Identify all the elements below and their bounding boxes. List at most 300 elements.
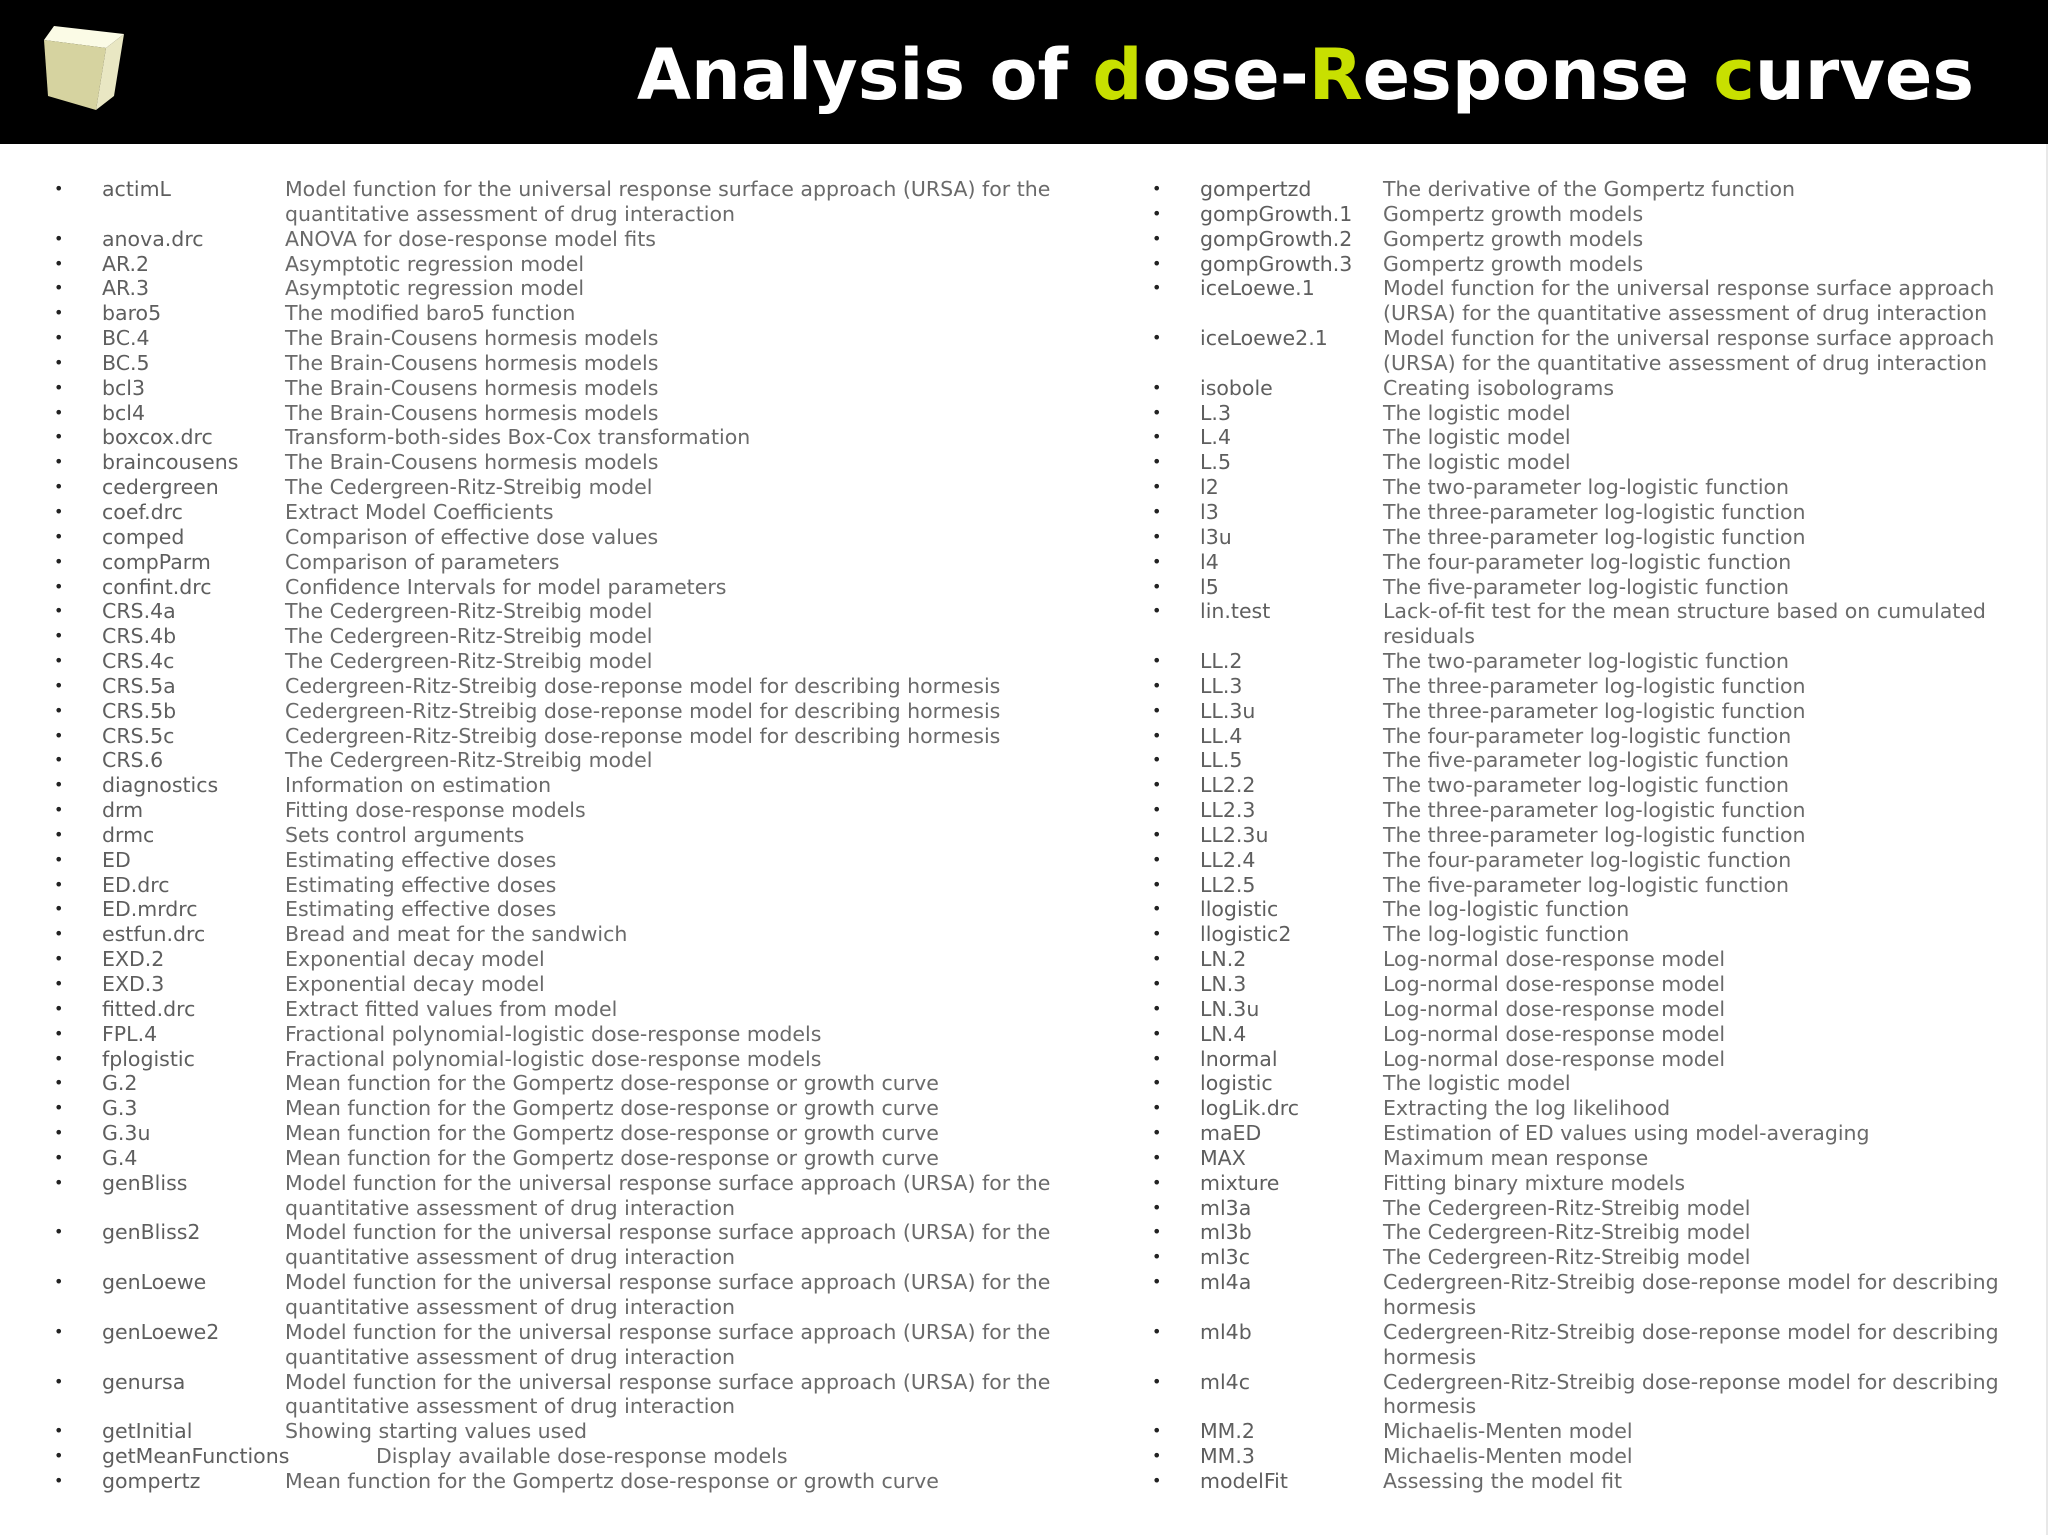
function-name: l3 [1200, 499, 1219, 524]
function-description: Model function for the universal response surface approach (URSA) for the quantitative assessment of drug interaction [1383, 326, 1995, 375]
function-name: fplogistic [102, 1046, 195, 1071]
bullet-icon: • [1152, 576, 1162, 596]
list-item [54, 475, 1094, 500]
function-name: gompGrowth.1 [1200, 201, 1353, 226]
function-name: LL2.5 [1200, 872, 1256, 897]
bullet-icon: • [54, 501, 64, 521]
function-name: gompertz [102, 1468, 201, 1493]
list-item [1152, 252, 2022, 277]
function-description: Creating isobolograms [1383, 375, 1615, 400]
list-item [1152, 1370, 2022, 1420]
list-item [1152, 276, 2022, 326]
function-description: Fractional polynomial-logistic dose-response models [285, 1046, 822, 1071]
list-item [1152, 450, 2022, 475]
bullet-icon: • [54, 303, 64, 323]
function-name: LL.2 [1200, 649, 1243, 674]
function-description: The Brain-Cousens hormesis models [285, 375, 659, 400]
list-item [54, 177, 1094, 227]
list-item [54, 922, 1094, 947]
function-description: Log-normal dose-response model [1383, 947, 1726, 972]
function-name: genLoewe [102, 1270, 207, 1295]
list-item [54, 1071, 1094, 1096]
bullet-icon: • [1152, 800, 1162, 820]
list-item [54, 500, 1094, 525]
bullet-icon: • [1152, 824, 1162, 844]
function-description: The Brain-Cousens hormesis models [285, 326, 659, 351]
bullet-icon: • [54, 1023, 64, 1043]
bullet-icon: • [1152, 203, 1162, 223]
list-item [54, 649, 1094, 674]
function-name: ml3a [1200, 1195, 1252, 1220]
bullet-icon: • [1152, 700, 1162, 720]
bullet-icon: • [1152, 1371, 1162, 1391]
function-name: modelFit [1200, 1468, 1288, 1493]
list-item [54, 401, 1094, 426]
bullet-icon: • [1152, 427, 1162, 447]
bullet-icon: • [54, 402, 64, 422]
function-description: Model function for the universal response surface approach (URSA) for the quantitative assessment of drug interaction [1383, 276, 1995, 326]
bullet-icon: • [54, 278, 64, 298]
function-name: lin.test [1200, 599, 1271, 624]
function-description: The Brain-Cousens hormesis models [285, 400, 659, 425]
list-item [54, 227, 1094, 252]
function-list-right [1152, 177, 2022, 1494]
function-description: The four-parameter log-logistic function [1383, 847, 1792, 872]
function-name: getInitial [102, 1419, 193, 1444]
function-name: genLoewe2 [102, 1319, 220, 1344]
function-description: The three-parameter log-logistic function [1383, 698, 1806, 723]
bullet-icon: • [54, 452, 64, 472]
bullet-icon: • [54, 427, 64, 447]
list-item [1152, 748, 2022, 773]
bullet-icon: • [1152, 477, 1162, 497]
bullet-icon: • [1152, 1321, 1162, 1341]
function-description: Log-normal dose-response model [1383, 1021, 1726, 1046]
bullet-icon: • [54, 1321, 64, 1341]
function-name: fitted.drc [102, 996, 196, 1021]
function-description: The Cedergreen-Ritz-Streibig model [285, 748, 653, 773]
list-item [1152, 550, 2022, 575]
function-description: The logistic model [1383, 400, 1571, 425]
list-item [54, 575, 1094, 600]
function-description: The logistic model [1383, 1071, 1571, 1096]
function-name: CRS.4b [102, 624, 177, 649]
bullet-icon: • [1152, 924, 1162, 944]
function-description: Maximum mean response [1383, 1145, 1649, 1170]
bullet-icon: • [54, 775, 64, 795]
function-description: The Cedergreen-Ritz-Streibig model [285, 475, 653, 500]
bullet-icon: • [1152, 1222, 1162, 1242]
function-name: FPL.4 [102, 1021, 158, 1046]
function-name: actimL [102, 177, 171, 201]
bullet-icon: • [54, 352, 64, 372]
list-item [1152, 326, 2022, 376]
function-description: Exponential decay model [285, 972, 545, 996]
bullet-icon: • [1152, 601, 1162, 621]
function-description: Model function for the universal response surface approach (URSA) for the quantitative assessment of drug interaction [285, 1220, 1051, 1270]
list-item [1152, 1270, 2022, 1320]
list-item [1152, 1146, 2022, 1171]
bullet-icon: • [54, 998, 64, 1018]
function-description: Model function for the universal response surface approach (URSA) for the quantitative assessment of drug interaction [285, 1319, 1051, 1369]
list-item [54, 550, 1094, 575]
bullet-icon: • [1152, 750, 1162, 770]
list-item [54, 997, 1094, 1022]
list-item [54, 525, 1094, 550]
function-name: ml4c [1200, 1369, 1250, 1394]
bullet-icon: • [54, 526, 64, 546]
list-item [54, 699, 1094, 724]
function-name: logLik.drc [1200, 1096, 1300, 1121]
function-description: The five-parameter log-logistic function [1383, 574, 1789, 599]
list-item [1152, 1171, 2022, 1196]
function-name: maED [1200, 1121, 1262, 1146]
bullet-icon: • [1152, 651, 1162, 671]
list-item [54, 1146, 1094, 1171]
function-description: The Cedergreen-Ritz-Streibig model [1383, 1245, 1751, 1270]
function-description: Cedergreen-Ritz-Streibig dose-reponse model for describing hormesis [285, 723, 1001, 748]
bullet-icon: • [54, 1123, 64, 1143]
list-item [54, 1469, 1094, 1494]
function-description: The Brain-Cousens hormesis models [285, 450, 659, 475]
bullet-icon: • [54, 899, 64, 919]
function-description: Information on estimation [285, 773, 552, 798]
list-item [54, 1320, 1094, 1370]
function-description: Model function for the universal response surface approach (URSA) for the quantitative assessment of drug interaction [285, 1270, 1051, 1319]
function-name: ml4b [1200, 1319, 1252, 1344]
bullet-icon: • [54, 924, 64, 944]
bullet-icon: • [1152, 1073, 1162, 1093]
bullet-icon: • [54, 1371, 64, 1391]
bullet-icon: • [54, 700, 64, 720]
list-item [1152, 177, 2022, 202]
bullet-icon: • [1152, 377, 1162, 397]
bullet-icon: • [54, 1172, 64, 1192]
title-bar [0, 0, 2048, 144]
list-item [1152, 202, 2022, 227]
function-description: Cedergreen-Ritz-Streibig dose-reponse model for describing hormesis [285, 673, 1001, 698]
function-name: EXD.2 [102, 947, 165, 972]
list-item [1152, 500, 2022, 525]
bullet-icon: • [1152, 1272, 1162, 1292]
function-description: The three-parameter log-logistic function [1383, 798, 1806, 823]
bullet-icon: • [54, 601, 64, 621]
function-name: LL.4 [1200, 723, 1243, 748]
function-name: boxcox.drc [102, 425, 213, 450]
function-description: The Cedergreen-Ritz-Streibig model [1383, 1195, 1751, 1220]
function-name: l3u [1200, 524, 1232, 549]
bullet-icon: • [1152, 1421, 1162, 1441]
function-description: Model function for the universal response surface approach (URSA) for the quantitative assessment of drug interaction [285, 1170, 1051, 1220]
function-name: LN.3 [1200, 972, 1247, 996]
bullet-icon: • [54, 576, 64, 596]
list-item [1152, 599, 2022, 649]
function-description: The log-logistic function [1383, 922, 1630, 947]
function-description: Fractional polynomial-logistic dose-response models [285, 1021, 822, 1046]
function-name: diagnostics [102, 773, 219, 798]
function-name: MM.3 [1200, 1444, 1255, 1469]
function-name: G.2 [102, 1071, 138, 1096]
list-item [1152, 1022, 2022, 1047]
list-item [54, 252, 1094, 277]
list-item [1152, 525, 2022, 550]
bullet-icon: • [1152, 526, 1162, 546]
function-name: ml3c [1200, 1245, 1250, 1270]
function-description: The five-parameter log-logistic function [1383, 872, 1789, 897]
function-name: L.4 [1200, 425, 1231, 450]
function-description: The two-parameter log-logistic function [1383, 475, 1790, 500]
function-description: Display available dose-response models [376, 1444, 788, 1469]
function-name: AR.2 [102, 251, 150, 276]
function-description: Mean function for the Gompertz dose-response or growth curve [285, 1468, 939, 1493]
function-description: The derivative of the Gompertz function [1383, 177, 1796, 201]
list-item [1152, 1196, 2022, 1221]
list-item [54, 1444, 1094, 1469]
function-name: BC.5 [102, 350, 150, 375]
function-name: bcl4 [102, 400, 146, 425]
function-description: Gompertz growth models [1383, 226, 1644, 251]
function-description: Extracting the log likelihood [1383, 1096, 1671, 1121]
bullet-icon: • [1152, 675, 1162, 695]
bullet-icon: • [54, 626, 64, 646]
list-item [54, 1419, 1094, 1444]
bullet-icon: • [1152, 551, 1162, 571]
function-name: comped [102, 524, 185, 549]
function-description: The log-logistic function [1383, 897, 1630, 922]
list-item [54, 351, 1094, 376]
function-name: isobole [1200, 375, 1273, 400]
function-description: The two-parameter log-logistic function [1383, 773, 1790, 798]
list-item [1152, 1469, 2022, 1494]
list-item [54, 326, 1094, 351]
list-item [54, 624, 1094, 649]
function-name: cedergreen [102, 475, 219, 500]
function-name: anova.drc [102, 226, 204, 251]
list-item [1152, 798, 2022, 823]
list-item [54, 897, 1094, 922]
bullet-icon: • [54, 750, 64, 770]
bullet-icon: • [54, 1222, 64, 1242]
list-item [54, 1220, 1094, 1270]
list-item [1152, 897, 2022, 922]
bullet-icon: • [1152, 179, 1162, 198]
bullet-icon: • [54, 1421, 64, 1441]
function-description: Assessing the model fit [1383, 1468, 1623, 1493]
bullet-icon: • [1152, 278, 1162, 298]
function-name: AR.3 [102, 276, 150, 301]
list-item [54, 748, 1094, 773]
bullet-icon: • [1152, 402, 1162, 422]
list-item [1152, 1444, 2022, 1469]
function-description: The logistic model [1383, 450, 1571, 475]
list-item [54, 276, 1094, 301]
bullet-icon: • [54, 228, 64, 248]
function-description: ANOVA for dose-response model fits [285, 226, 656, 251]
bullet-icon: • [54, 974, 64, 993]
function-name: MAX [1200, 1145, 1246, 1170]
list-item [1152, 1419, 2022, 1444]
function-description: The four-parameter log-logistic function [1383, 549, 1792, 574]
list-item [54, 773, 1094, 798]
list-item [1152, 649, 2022, 674]
list-item [1152, 699, 2022, 724]
function-description: Log-normal dose-response model [1383, 1046, 1726, 1071]
function-description: The Brain-Cousens hormesis models [285, 350, 659, 375]
function-description: Log-normal dose-response model [1383, 996, 1726, 1021]
list-item [54, 674, 1094, 699]
function-name: BC.4 [102, 326, 150, 351]
list-item [1152, 401, 2022, 426]
function-name: lnormal [1200, 1046, 1278, 1071]
function-name: confint.drc [102, 574, 212, 599]
function-description: Cedergreen-Ritz-Streibig dose-reponse model for describing hormesis [1383, 1319, 1999, 1369]
function-description: The five-parameter log-logistic function [1383, 748, 1789, 773]
function-name: genBliss2 [102, 1220, 201, 1245]
list-item [1152, 724, 2022, 749]
function-description: The two-parameter log-logistic function [1383, 649, 1790, 674]
list-item [1152, 425, 2022, 450]
function-name: LL2.3u [1200, 822, 1269, 847]
bullet-icon: • [54, 849, 64, 869]
function-description: Asymptotic regression model [285, 276, 585, 301]
function-description: The Cedergreen-Ritz-Streibig model [285, 624, 653, 649]
function-name: compParm [102, 549, 211, 574]
function-name: CRS.4a [102, 599, 176, 624]
function-description: Sets control arguments [285, 822, 525, 847]
list-item [54, 1047, 1094, 1072]
list-item [54, 972, 1094, 997]
list-item [1152, 1047, 2022, 1072]
function-name: iceLoewe2.1 [1200, 326, 1328, 351]
bullet-icon: • [54, 824, 64, 844]
list-item [1152, 773, 2022, 798]
function-description: Estimating effective doses [285, 872, 557, 897]
function-description: The Cedergreen-Ritz-Streibig model [1383, 1220, 1751, 1245]
list-item [54, 1370, 1094, 1420]
function-description: Showing starting values used [285, 1419, 587, 1444]
bullet-icon: • [54, 1098, 64, 1118]
bullet-icon: • [1152, 1470, 1162, 1490]
function-name: LL2.2 [1200, 773, 1256, 798]
list-item [54, 1270, 1094, 1320]
bullet-icon: • [54, 1147, 64, 1167]
bullet-icon: • [54, 1048, 64, 1068]
bullet-icon: • [54, 477, 64, 497]
function-description: The Cedergreen-Ritz-Streibig model [285, 599, 653, 624]
function-name: gompGrowth.3 [1200, 251, 1353, 276]
list-item [54, 873, 1094, 898]
list-item [54, 1171, 1094, 1221]
bullet-icon: • [54, 377, 64, 397]
bullet-icon: • [54, 725, 64, 745]
function-description: The logistic model [1383, 425, 1571, 450]
list-item [1152, 848, 2022, 873]
bullet-icon: • [54, 651, 64, 671]
list-item [1152, 873, 2022, 898]
list-item [1152, 227, 2022, 252]
function-description: Estimation of ED values using model-averaging [1383, 1121, 1870, 1146]
function-description: Cedergreen-Ritz-Streibig dose-reponse model for describing hormesis [285, 698, 1001, 723]
bullet-icon: • [54, 874, 64, 894]
function-description: The modified baro5 function [285, 301, 576, 326]
function-name: ED.drc [102, 872, 170, 897]
function-name: mixture [1200, 1170, 1280, 1195]
function-description: Mean function for the Gompertz dose-response or growth curve [285, 1145, 939, 1170]
function-name: llogistic2 [1200, 922, 1292, 947]
bullet-icon: • [1152, 228, 1162, 248]
function-name: estfun.drc [102, 922, 206, 947]
function-name: LN.3u [1200, 996, 1260, 1021]
bullet-icon: • [54, 328, 64, 348]
list-item [1152, 674, 2022, 699]
bullet-icon: • [1152, 1147, 1162, 1167]
function-list-left [54, 177, 1094, 1494]
function-name: iceLoewe.1 [1200, 276, 1315, 301]
bullet-icon: • [1152, 1172, 1162, 1192]
bullet-icon: • [1152, 899, 1162, 919]
list-item [54, 450, 1094, 475]
function-name: ED.mrdrc [102, 897, 198, 922]
bullet-icon: • [1152, 998, 1162, 1018]
function-name: ml4a [1200, 1270, 1252, 1295]
function-description: Exponential decay model [285, 947, 545, 972]
function-description: Log-normal dose-response model [1383, 972, 1726, 996]
function-name: EXD.3 [102, 972, 165, 996]
bullet-icon: • [1152, 849, 1162, 869]
function-name: logistic [1200, 1071, 1273, 1096]
function-description: Comparison of effective dose values [285, 524, 659, 549]
function-name: CRS.5b [102, 698, 177, 723]
list-item [1152, 922, 2022, 947]
function-description: Gompertz growth models [1383, 201, 1644, 226]
function-description: The three-parameter log-logistic function [1383, 524, 1806, 549]
bullet-icon: • [54, 1470, 64, 1490]
bullet-icon: • [54, 800, 64, 820]
list-item [54, 1096, 1094, 1121]
function-name: LL2.3 [1200, 798, 1256, 823]
function-name: LN.4 [1200, 1021, 1247, 1046]
function-description: The three-parameter log-logistic function [1383, 499, 1806, 524]
bullet-icon: • [54, 253, 64, 273]
function-name: G.3u [102, 1121, 151, 1146]
function-description: Michaelis-Menten model [1383, 1444, 1633, 1469]
function-name: CRS.5a [102, 673, 176, 698]
function-description: Mean function for the Gompertz dose-response or growth curve [285, 1096, 939, 1121]
bullet-icon: • [54, 1073, 64, 1093]
bullet-icon: • [1152, 1123, 1162, 1143]
function-name: genursa [102, 1369, 186, 1394]
bullet-icon: • [54, 551, 64, 571]
bullet-icon: • [1152, 1197, 1162, 1217]
page-title: Analysis of dose-Response curves [636, 34, 1974, 116]
list-item [1152, 376, 2022, 401]
function-name: getMeanFunctions [102, 1444, 290, 1469]
list-item [1152, 575, 2022, 600]
function-description: Comparison of parameters [285, 549, 560, 574]
function-name: l5 [1200, 574, 1219, 599]
list-item [54, 301, 1094, 326]
function-name: l2 [1200, 475, 1219, 500]
list-item [54, 823, 1094, 848]
function-name: ml3b [1200, 1220, 1252, 1245]
list-item [1152, 475, 2022, 500]
bullet-icon: • [1152, 1023, 1162, 1043]
list-item [54, 1022, 1094, 1047]
function-description: The three-parameter log-logistic function [1383, 822, 1806, 847]
list-item [54, 376, 1094, 401]
function-name: gompertzd [1200, 177, 1312, 201]
bullet-icon: • [1152, 874, 1162, 894]
